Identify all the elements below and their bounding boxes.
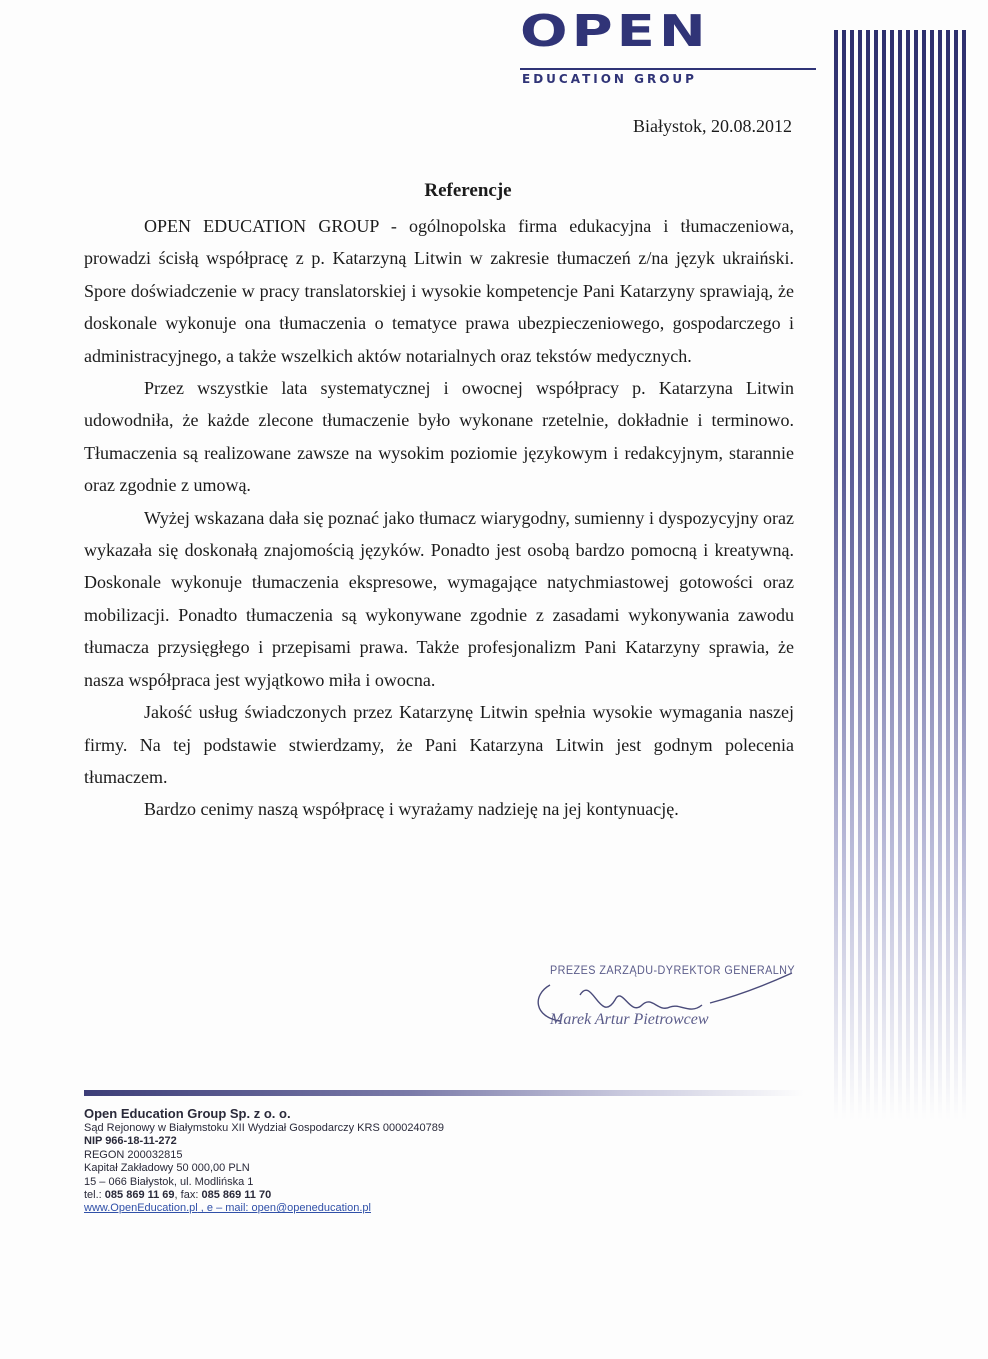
logo-wordmark: OPEN (520, 6, 710, 57)
footer-divider (84, 1090, 804, 1096)
fax-label: , fax: (174, 1189, 202, 1202)
paragraph: Bardzo cenimy naszą współpracę i wyrażamy nadzieję na jej kontynuację. (144, 799, 679, 820)
footer-links (84, 1202, 584, 1215)
letter-date: Białystok, 20.08.2012 (632, 116, 792, 136)
footer-phones (84, 1189, 584, 1202)
fax-number: 085 869 11 70 (201, 1189, 272, 1202)
website-link[interactable]: www.OpenEducation.pl (84, 1202, 198, 1215)
letter-body (84, 210, 794, 826)
paragraph: OPEN EDUCATION GROUP - ogólnopolska firma edukacyjna i tłumaczeniowa, prowadzi ścisłą współpracę z p. Katarzyną Litwin w zakresie tłumaczeń z/na język ukraiński. Spore doświadczenie w pracy translatorskiej i wysokie kompetencje Pani Katarzyny sprawiają, że doskonale wykonuje ona tłumaczenia o tematyce prawa ubezpieczeniowego, gospodarczego i administracyjnego, a także wszelkich aktów notarialnych oraz tekstów medycznych. (84, 216, 794, 366)
signatory-role: PREZES ZARZĄDU-DYREKTOR GENERALNY (550, 963, 796, 977)
footer-court: Sąd Rejonowy w Białymstoku XII Wydział Gospodarczy KRS 0000240789 (84, 1122, 445, 1134)
footer-company: Open Education Group Sp. z o. o. (84, 1106, 291, 1121)
footer-nip: NIP 966-18-11-272 (84, 1135, 177, 1148)
paragraph: Przez wszystkie lata systematycznej i owocnej współpracy p. Katarzyna Litwin udowodniła, że każde zlecone tłumaczenie było wykonane rzetelnie, dokładnie i terminowo. Tłumaczenia są realizowane zawsze na wysokim poziomie językowym i redakcyjnym, starannie oraz zgodnie z umową. (84, 378, 794, 496)
footer-capital: Kapitał Zakładowy 50 000,00 PLN (84, 1162, 250, 1175)
tel-label: tel.: (84, 1189, 105, 1202)
signature-block (530, 955, 810, 1045)
logo-tagline: EDUCATION GROUP (522, 72, 697, 86)
footer-address: 15 – 066 Białystok, ul. Modlińska 1 (84, 1175, 254, 1188)
tel-number: 085 869 11 69 (104, 1189, 175, 1202)
email-label: , e – mail: (197, 1202, 252, 1215)
company-logo (520, 6, 820, 86)
company-footer (84, 1106, 584, 1216)
signatory-name: Marek Artur Pietrowcew (550, 1011, 709, 1028)
paragraph: Jakość usług świadczonych przez Katarzynę Litwin spełnia wysokie wymagania naszej firmy. Na tej podstawie stwierdzamy, że Pani Katarzyna Litwin jest godnym polecenia tłumaczem. (84, 702, 794, 787)
footer-regon: REGON 200032815 (84, 1148, 183, 1161)
paragraph: Wyżej wskazana dała się poznać jako tłumacz wiarygodny, sumienny i dyspozycyjny oraz wykazała się doskonałą znajomością języków. Ponadto jest osobą bardzo pomocną i kreatywną. Doskonale wykonuje tłumaczenia ekspresowe, wymagające natychmiastowej gotowości oraz mobilizacji. Ponadto tłumaczenia są wykonywane zgodnie z zasadami wykonywania zawodu tłumacza przysięgłego i przepisami prawa. Także profesjonalizm Pani Katarzyny sprawia, że nasza współpraca jest wyjątkowo miła i owocna. (84, 507, 794, 690)
email-link[interactable]: open@openeducation.pl (251, 1202, 371, 1215)
logo-divider (520, 68, 816, 70)
letter-title: Referencje (424, 180, 512, 201)
